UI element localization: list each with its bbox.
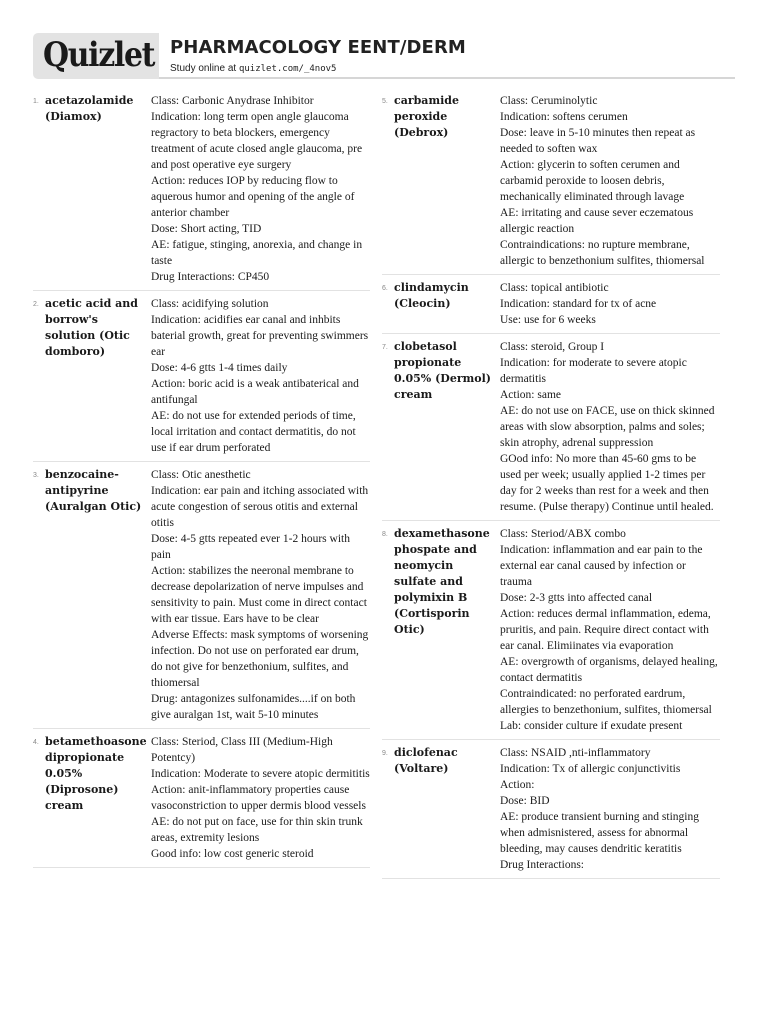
definition-line: AE: overgrowth of organisms, delayed healing, contact dermatitis	[500, 656, 718, 684]
card-definition	[151, 93, 370, 285]
definition-line: Class: Carbonic Anydrase Inhibitor	[151, 95, 314, 107]
logo-text: Quizlet	[43, 35, 155, 75]
definition-line: Dose: 2-3 gtts into affected canal	[500, 592, 653, 604]
card-term: acetic acid and borrow's solution (Otic domboro)	[45, 297, 138, 358]
definition-line: Class: Ceruminolytic	[500, 95, 598, 107]
card-term: diclofenac (Voltare)	[394, 746, 458, 775]
definition-line: Class: NSAID ,nti-inflammatory	[500, 747, 651, 759]
definition-line: Indication: inflammation and ear pain to the external ear canal caused by infection or trauma	[500, 544, 703, 588]
card-definition	[151, 467, 370, 723]
definition-line: Class: Steriod/ABX combo	[500, 528, 626, 540]
card-term: dexamethasone phospate and neomycin sulfate and polymixin B (Cortisporin Otic)	[394, 527, 490, 636]
definition-line: Drug Interactions:	[500, 859, 584, 871]
definition-line: Action: glycerin to soften cerumen and carbamid peroxide to loosen debris, mechanically eliminated through lavage	[500, 159, 685, 203]
card-number: 3.	[33, 472, 39, 479]
card-term: betamethoasone dipropionate 0.05% (Diprosone) cream	[45, 735, 147, 812]
definition-line: Class: acidifying solution	[151, 298, 269, 310]
definition-line: Indication: for moderate to severe atopic dermatitis	[500, 357, 687, 385]
definition-line: AE: fatigue, stinging, anorexia, and change in taste	[151, 239, 363, 267]
definition-line: Dose: Short acting, TID	[151, 223, 262, 235]
study-prefix: Study online at	[170, 63, 239, 74]
study-url-link[interactable]: quizlet.com/_4nov5	[238, 64, 337, 74]
card-term: benzocaine-antipyrine (Auralgan Otic)	[45, 468, 142, 513]
definition-line: Indication: long term open angle glaucoma regractory to beta blockers, emergency treatment of acute closed angle glaucoma, pre and post operative eye surgery	[151, 111, 363, 171]
definition-line: Action: boric acid is a weak antibaterical and antifungal	[151, 378, 359, 406]
flashcard	[382, 521, 720, 740]
definition-line: Action: anit-inflammatory properties cause vasoconstriction to upper dermis blood vessels	[151, 784, 366, 812]
definition-line: AE: irritating and cause sever eczematous allergic reaction	[500, 207, 694, 235]
definition-line: Indication: acidifies ear canal and inhbits baterial growth, great for preventing swimmers ear	[151, 314, 369, 358]
definition-line: Class: Steriod, Class III (Medium-High Potentcy)	[151, 736, 333, 764]
card-number: 7.	[382, 344, 388, 351]
definition-line: Class: Otic anesthetic	[151, 469, 251, 481]
card-term: carbamide peroxide (Debrox)	[394, 94, 459, 139]
definition-line: Indication: ear pain and itching associated with acute congestion of serous otitis and external otitis	[151, 485, 369, 529]
definition-line: Dose: BID	[500, 795, 550, 807]
definition-line: Dose: 4-6 gtts 1-4 times daily	[151, 362, 288, 374]
card-definition	[500, 526, 720, 734]
card-number: 6.	[382, 285, 388, 292]
card-number: 9.	[382, 750, 388, 757]
definition-line: Class: topical antibiotic	[500, 282, 609, 294]
definition-line: Lab: consider culture if exudate present	[500, 720, 683, 732]
definition-line: Action: reduces dermal inflammation, edema, pruritis, and pain. Require direct contact with ear canal. Elimiinates via evaporation	[500, 608, 711, 652]
flashcard	[382, 275, 720, 334]
card-definition	[500, 339, 720, 515]
definition-line: Indication: Moderate to severe atopic dermititis	[151, 768, 370, 780]
header-divider	[159, 77, 735, 79]
definition-line: Action:	[500, 779, 535, 791]
card-definition	[500, 280, 720, 328]
definition-line: AE: produce transient burning and stinging when admisnistered, assess for abnormal bleeding, may causes dendritic keratitis	[500, 811, 699, 855]
definition-line: Action: same	[500, 389, 561, 401]
card-number: 8.	[382, 531, 388, 538]
flashcard	[33, 729, 370, 868]
page-header	[33, 33, 735, 79]
definition-line: Drug: antagonizes sulfonamides....if on both give auralgan 1st, wait 5-10 minutes	[151, 693, 356, 721]
card-term: clindamycin (Cleocin)	[394, 281, 469, 310]
flashcard	[33, 462, 370, 729]
left-column	[33, 90, 370, 868]
card-definition	[151, 734, 370, 862]
definition-line: Dose: leave in 5-10 minutes then repeat as needed to soften wax	[500, 127, 696, 155]
definition-line: Good info: low cost generic steroid	[151, 848, 314, 860]
definition-line: GOod info: No more than 45-60 gms to be used per week; usually applied 1-2 times per day for 2 weeks than rest for a week and then resume. (Pulse therapy) Continue until healed.	[500, 453, 714, 513]
definition-line: Contraindications: no rupture membrane, allergic to benzethonium sulfites, thiomersal	[500, 239, 705, 267]
definition-line: Adverse Effects: mask symptoms of worsening infection. Do not use on perforated ear drum, do not give for benzethonium, sulfites, and thiomersal	[151, 629, 369, 689]
definition-line: Indication: standard for tx of acne	[500, 298, 657, 310]
card-definition	[500, 745, 720, 873]
flashcard	[33, 90, 370, 291]
definition-line: AE: do not use on FACE, use on thick skinned areas with slow absorption, palms and soles; skin atrophy, adrenal suppression	[500, 405, 715, 449]
definition-line: Action: stabilizes the neeronal membrane to decrease depolarization of nerve impulses and sensitivity to pain. Must come in direct contact with ear tissue. Ears have to be clear	[151, 565, 367, 625]
flashcard	[382, 334, 720, 521]
definition-line: AE: do not use for extended periods of time, local irritation and contact dermatitis, do not use if ear drum perforated	[151, 410, 356, 454]
card-number: 5.	[382, 98, 388, 105]
card-number: 2.	[33, 301, 39, 308]
card-number: 1.	[33, 98, 39, 105]
flashcard	[382, 90, 720, 275]
definition-line: Class: steroid, Group I	[500, 341, 605, 353]
flashcard	[382, 740, 720, 879]
quizlet-logo[interactable]	[33, 33, 159, 79]
definition-line: Contraindicated: no perforated eardrum, allergies to benzethonium, sulfites, thiomersal	[500, 688, 712, 716]
definition-line: Action: reduces IOP by reducing flow to aquerous humor and opening of the angle of anterior chamber	[151, 175, 355, 219]
study-online-line	[170, 63, 336, 74]
definition-line: Indication: Tx of allergic conjunctivitis	[500, 763, 681, 775]
flashcard	[33, 291, 370, 462]
card-definition	[500, 93, 720, 269]
definition-line: AE: do not put on face, use for thin skin trunk areas, extremity lesions	[151, 816, 363, 844]
card-definition	[151, 296, 370, 456]
definition-line: Drug Interactions: CP450	[151, 271, 270, 283]
right-column	[382, 90, 720, 879]
definition-line: Dose: 4-5 gtts repeated ever 1-2 hours with pain	[151, 533, 350, 561]
card-number: 4.	[33, 739, 39, 746]
card-term: acetazolamide (Diamox)	[45, 94, 134, 123]
definition-line: Indication: softens cerumen	[500, 111, 628, 123]
definition-line: Use: use for 6 weeks	[500, 314, 596, 326]
page-title: PHARMACOLOGY EENT/DERM	[170, 37, 466, 58]
card-term: clobetasol propionate 0.05% (Dermol) cream	[394, 340, 491, 401]
